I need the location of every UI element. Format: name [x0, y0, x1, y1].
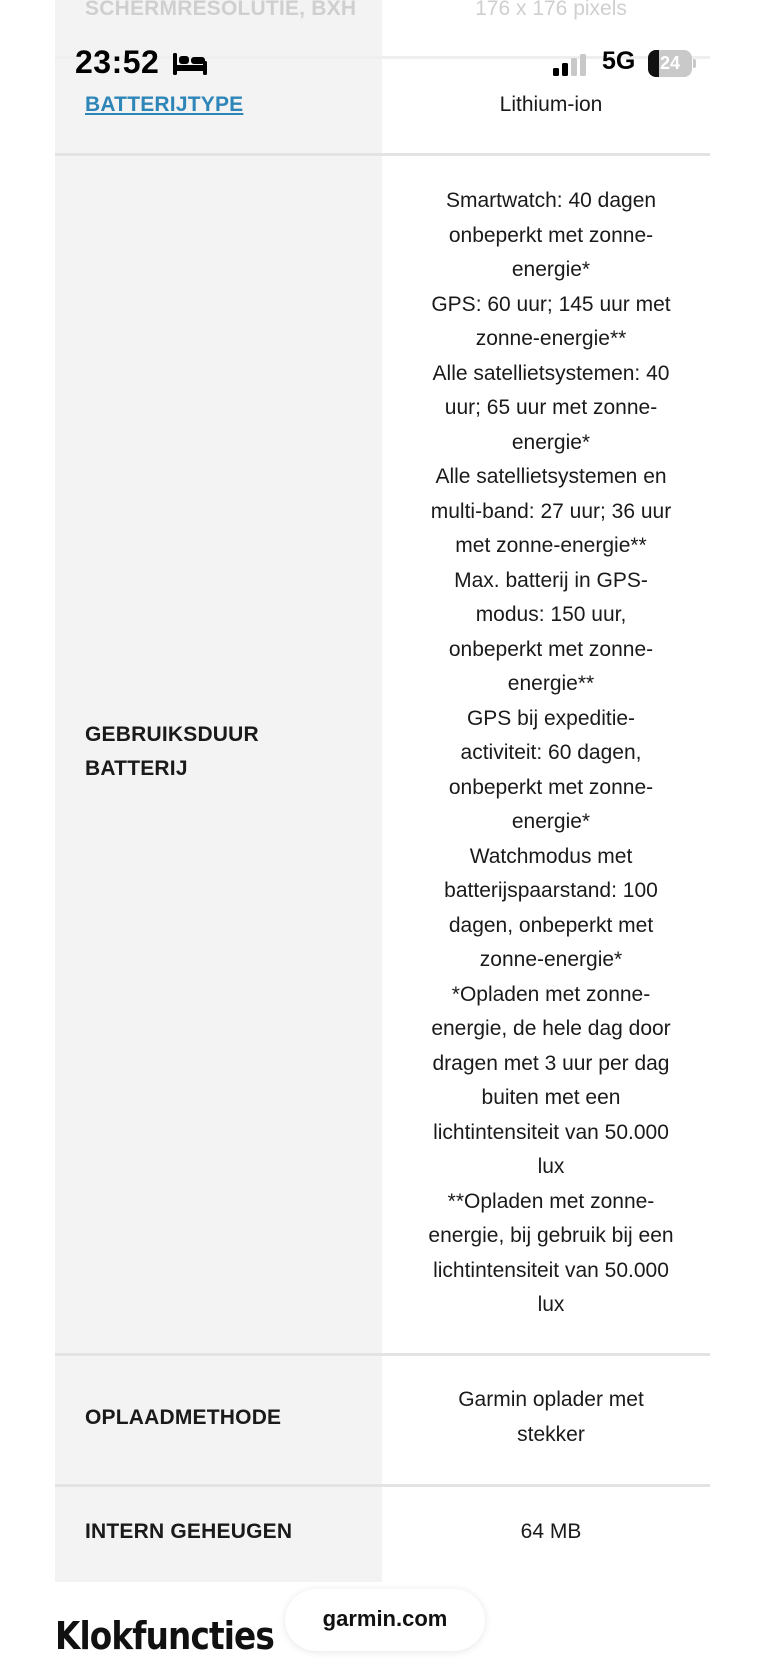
- network-type: 5G: [602, 47, 636, 75]
- address-bar-url[interactable]: garmin.com: [285, 1589, 485, 1651]
- section-heading: Klokfuncties: [55, 1614, 274, 1658]
- battery-life-line: lichtintensiteit van 50.000: [433, 1258, 669, 1282]
- battery-type-link[interactable]: BATTERIJTYPE: [85, 93, 244, 116]
- battery-life-line: batterijspaarstand: 100: [444, 879, 658, 902]
- battery-life-line: Watchmodus met: [469, 844, 633, 868]
- battery-life-label-line2: BATTERIJ: [85, 757, 188, 780]
- battery-life-line: energie, bij gebruik bij een: [428, 1224, 674, 1247]
- battery-life-line: energie**: [507, 672, 595, 695]
- battery-life-value: [410, 184, 692, 1323]
- battery-life-line: onbeperkt met zonne-: [448, 775, 654, 799]
- charging-method-value: [410, 1383, 692, 1452]
- screen-resolution-label: SCHERMRESOLUTIE, BXH: [85, 0, 357, 20]
- charging-method-value-line2: stekker: [517, 1422, 585, 1446]
- battery-life-line: energie*: [511, 430, 591, 454]
- battery-life-line: **Opladen met zonne-: [447, 1189, 655, 1213]
- battery-life-line: met zonne-energie**: [455, 534, 647, 557]
- sleep-focus-icon: [172, 50, 208, 76]
- internal-memory-label: INTERN GEHEUGEN: [85, 1520, 293, 1543]
- battery-life-line: modus: 150 uur,: [475, 603, 627, 626]
- battery-life-line: lichtintensiteit van 50.000: [433, 1120, 669, 1144]
- row-divider: [55, 1484, 710, 1487]
- battery-life-label-line1: GEBRUIKSDUUR: [85, 723, 259, 746]
- charging-method-value-line1: Garmin oplader met: [458, 1388, 644, 1411]
- battery-life-label: [85, 718, 365, 786]
- battery-life-line: buiten met een: [481, 1086, 621, 1109]
- clock-time: 23:52: [75, 44, 160, 80]
- battery-life-line: dagen, onbeperkt met: [448, 913, 654, 937]
- battery-life-line: multi-band: 27 uur; 36 uur: [430, 499, 672, 523]
- charging-method-label: OPLAADMETHODE: [85, 1406, 282, 1429]
- battery-life-line: energie, de hele dag door: [431, 1017, 671, 1040]
- battery-life-line: dragen met 3 uur per dag: [432, 1051, 670, 1075]
- battery-life-line: GPS: 60 uur; 145 uur met: [431, 292, 671, 316]
- battery-icon: [648, 50, 696, 77]
- battery-life-line: onbeperkt met zonne-: [448, 637, 654, 661]
- spec-table: [55, 0, 710, 1582]
- row-divider: [55, 153, 710, 156]
- battery-life-line: GPS bij expeditie-: [466, 706, 636, 730]
- battery-life-line: onbeperkt met zonne-: [448, 223, 654, 247]
- battery-type-value: Lithium-ion: [499, 93, 603, 116]
- battery-life-line: Alle satellietsystemen en: [435, 465, 667, 488]
- battery-life-line: activiteit: 60 dagen,: [460, 741, 642, 764]
- battery-life-line: uur; 65 uur met zonne-: [444, 396, 658, 419]
- internal-memory-value: 64 MB: [520, 1520, 582, 1543]
- battery-life-line: Smartwatch: 40 dagen: [445, 189, 657, 212]
- battery-life-line: zonne-energie**: [475, 327, 627, 350]
- screen-resolution-value: 176 x 176 pixels: [475, 0, 627, 20]
- battery-life-line: Alle satellietsystemen: 40: [432, 361, 670, 385]
- label-column: [55, 0, 382, 1582]
- battery-life-line: energie*: [511, 258, 591, 281]
- battery-life-line: energie*: [511, 810, 591, 833]
- battery-life-line: *Opladen met zonne-: [451, 982, 651, 1006]
- battery-percent: 24: [659, 53, 681, 73]
- status-bar: [0, 38, 770, 88]
- battery-life-line: Max. batterij in GPS-: [454, 568, 648, 592]
- cellular-signal-icon: [553, 54, 591, 76]
- battery-life-line: zonne-energie*: [479, 948, 623, 971]
- battery-life-line: lux: [537, 1293, 565, 1316]
- row-divider: [55, 1353, 710, 1356]
- battery-life-line: lux: [537, 1155, 565, 1178]
